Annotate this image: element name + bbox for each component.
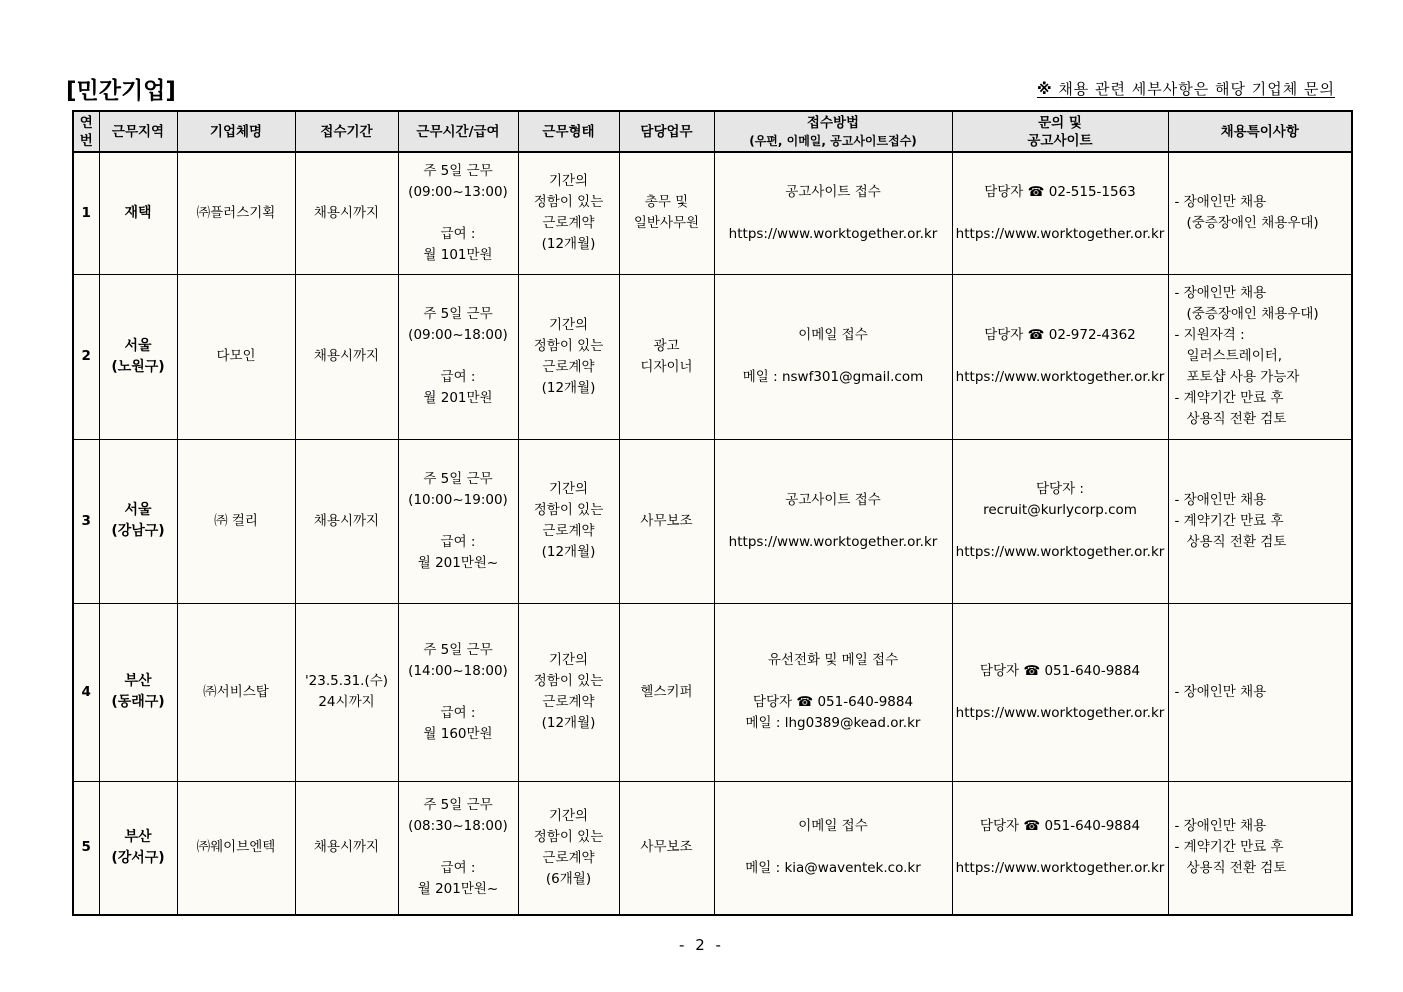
company-cell: ㈜플러스기획 <box>177 152 295 274</box>
period-cell: 채용시까지 <box>295 439 398 603</box>
company-cell: ㈜웨이브엔텍 <box>177 781 295 915</box>
header-method: 접수방법 (우편, 이메일, 공고사이트접수) <box>714 111 952 152</box>
header-duty: 담당업무 <box>619 111 714 152</box>
table-row <box>73 781 1352 915</box>
notes-cell: - 장애인만 채용 - 계약기간 만료 후 상용직 전환 검토 <box>1168 781 1352 915</box>
type-cell: 기간의 정함이 있는 근로계약 (12개월) <box>518 439 619 603</box>
job-listing-table <box>72 110 1353 916</box>
notes-cell: - 장애인만 채용 (중증장애인 채용우대) - 지원자격 : 일러스트레이터, 포토샵 사용 가능자 - 계약기간 만료 후 상용직 전환 검토 <box>1168 274 1352 439</box>
region-cell: 부산 (동래구) <box>99 603 177 781</box>
contact-cell: 담당자 ☎ 051-640-9884 https://www.worktogether.or.kr <box>952 781 1168 915</box>
notes-cell: - 장애인만 채용 (중증장애인 채용우대) <box>1168 152 1352 274</box>
contact-cell: 담당자 : recruit@kurlycorp.com https://www.worktogether.or.kr <box>952 439 1168 603</box>
company-cell: ㈜ 컬리 <box>177 439 295 603</box>
type-cell: 기간의 정함이 있는 근로계약 (12개월) <box>518 603 619 781</box>
type-cell: 기간의 정함이 있는 근로계약 (12개월) <box>518 152 619 274</box>
period-cell: 채용시까지 <box>295 781 398 915</box>
region-cell: 부산 (강서구) <box>99 781 177 915</box>
method-cell: 공고사이트 접수 https://www.worktogether.or.kr <box>714 152 952 274</box>
method-cell: 이메일 접수 메일 : kia@waventek.co.kr <box>714 781 952 915</box>
reference-mark: ※ <box>1036 80 1053 98</box>
method-cell: 유선전화 및 메일 접수 담당자 ☎ 051-640-9884 메일 : lhg0389@kead.or.kr <box>714 603 952 781</box>
duty-cell: 헬스키퍼 <box>619 603 714 781</box>
header-company: 기업체명 <box>177 111 295 152</box>
company-cell: 다모인 <box>177 274 295 439</box>
header-hours: 근무시간/급여 <box>398 111 518 152</box>
region-cell: 서울 (강남구) <box>99 439 177 603</box>
header-no: 연 번 <box>73 111 99 152</box>
hours-cell: 주 5일 근무 (09:00~13:00) 급여 : 월 101만원 <box>398 152 518 274</box>
duty-cell: 사무보조 <box>619 781 714 915</box>
duty-cell: 광고 디자이너 <box>619 274 714 439</box>
page-title: [민간기업] <box>66 78 176 104</box>
notes-cell: - 장애인만 채용 - 계약기간 만료 후 상용직 전환 검토 <box>1168 439 1352 603</box>
hours-cell: 주 5일 근무 (10:00~19:00) 급여 : 월 201만원~ <box>398 439 518 603</box>
table-row <box>73 152 1352 274</box>
duty-cell: 사무보조 <box>619 439 714 603</box>
inquiry-note <box>1037 78 1335 99</box>
type-cell: 기간의 정함이 있는 근로계약 (12개월) <box>518 274 619 439</box>
table-row <box>73 603 1352 781</box>
type-cell: 기간의 정함이 있는 근로계약 (6개월) <box>518 781 619 915</box>
header-notes: 채용특이사항 <box>1168 111 1352 152</box>
table-row <box>73 439 1352 603</box>
hours-cell: 주 5일 근무 (08:30~18:00) 급여 : 월 201만원~ <box>398 781 518 915</box>
contact-cell: 담당자 ☎ 051-640-9884 https://www.worktogether.or.kr <box>952 603 1168 781</box>
method-cell: 공고사이트 접수 https://www.worktogether.or.kr <box>714 439 952 603</box>
period-cell: '23.5.31.(수) 24시까지 <box>295 603 398 781</box>
contact-cell: 담당자 ☎ 02-972-4362 https://www.worktogether.or.kr <box>952 274 1168 439</box>
header-contact: 문의 및 공고사이트 <box>952 111 1168 152</box>
row-number: 3 <box>73 439 99 603</box>
row-number: 2 <box>73 274 99 439</box>
hours-cell: 주 5일 근무 (09:00~18:00) 급여 : 월 201만원 <box>398 274 518 439</box>
notes-cell: - 장애인만 채용 <box>1168 603 1352 781</box>
header-region: 근무지역 <box>99 111 177 152</box>
contact-cell: 담당자 ☎ 02-515-1563 https://www.worktogether.or.kr <box>952 152 1168 274</box>
header-row <box>73 111 1352 152</box>
header-period: 접수기간 <box>295 111 398 152</box>
page-number: - 2 - <box>679 936 724 954</box>
hours-cell: 주 5일 근무 (14:00~18:00) 급여 : 월 160만원 <box>398 603 518 781</box>
region-cell: 재택 <box>99 152 177 274</box>
region-cell: 서울 (노원구) <box>99 274 177 439</box>
method-cell: 이메일 접수 메일 : nswf301@gmail.com <box>714 274 952 439</box>
row-number: 4 <box>73 603 99 781</box>
company-cell: ㈜서비스탑 <box>177 603 295 781</box>
period-cell: 채용시까지 <box>295 152 398 274</box>
period-cell: 채용시까지 <box>295 274 398 439</box>
row-number: 1 <box>73 152 99 274</box>
duty-cell: 총무 및 일반사무원 <box>619 152 714 274</box>
inquiry-note-text: 채용 관련 세부사항은 해당 기업체 문의 <box>1058 80 1335 98</box>
row-number: 5 <box>73 781 99 915</box>
table-row <box>73 274 1352 439</box>
header-type: 근무형태 <box>518 111 619 152</box>
